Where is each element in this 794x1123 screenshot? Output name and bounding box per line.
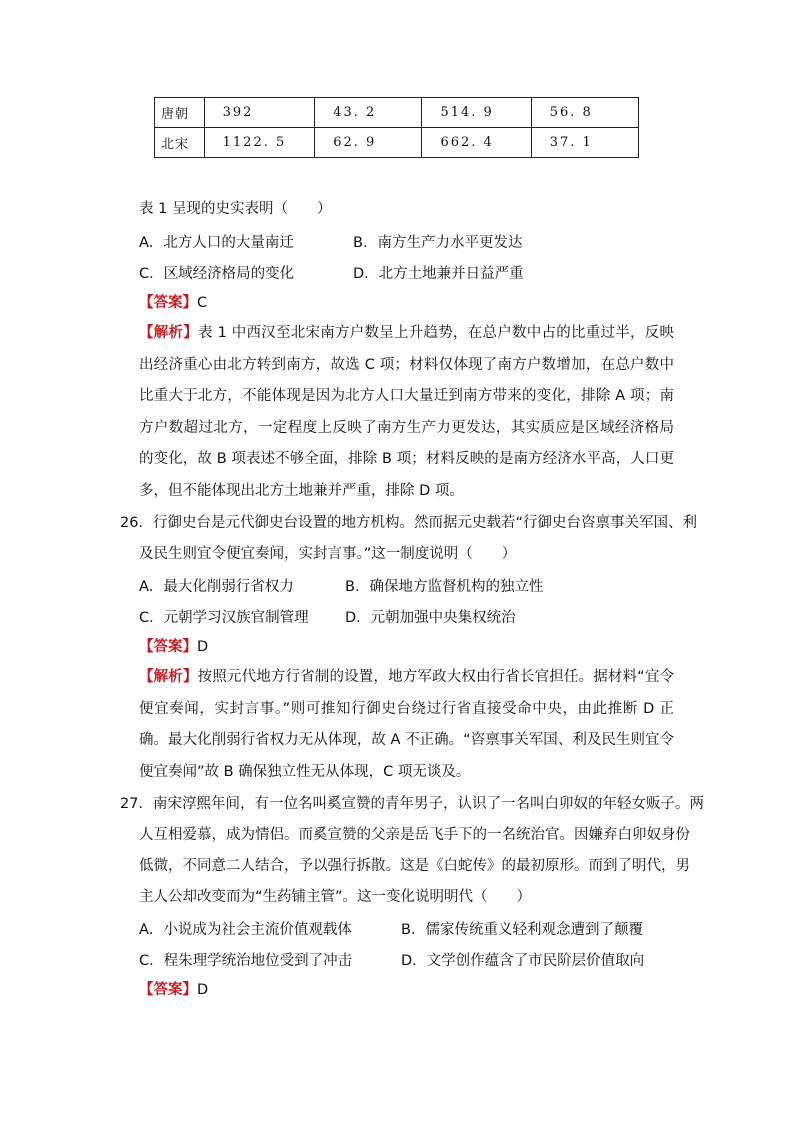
q27-stem-line4: 主人公却改变而为“生药铺主管”。这一变化说明明代（ ） bbox=[139, 889, 532, 905]
answer-value: D bbox=[197, 982, 209, 998]
q26-answer bbox=[139, 637, 208, 657]
household-table bbox=[154, 97, 639, 158]
table-cell-dynasty: 北宋 bbox=[155, 128, 205, 158]
q25-option-d: D．北方土地兼并日益严重 bbox=[353, 266, 524, 282]
q27-stem-line2: 人互相爱慕，成为情侣。而奚宣赞的父亲是岳飞手下的一名统治官。因嫌弃白卯奴身份 bbox=[139, 827, 690, 843]
q27-answer bbox=[139, 980, 208, 1000]
table-cell: 37. 1 bbox=[531, 128, 638, 158]
answer-value: D bbox=[197, 639, 209, 655]
table-row bbox=[155, 128, 639, 158]
table-cell: 56. 8 bbox=[531, 98, 638, 128]
q27-option-b: B．儒家传统重义轻利观念遭到了颠覆 bbox=[401, 922, 643, 938]
answer-tag: 【答案】 bbox=[139, 982, 197, 998]
answer-value: C bbox=[197, 295, 208, 311]
q26-option-b: B．确保地方监督机构的独立性 bbox=[345, 579, 544, 595]
q27-stem-line1: 27．南宋淳熙年间，有一位名叫奚宣赞的青年男子，认识了一名叫白卯奴的年轻女贩子。两 bbox=[120, 796, 704, 812]
analysis-tag: 【解析】 bbox=[139, 669, 198, 685]
answer-tag: 【答案】 bbox=[139, 295, 197, 311]
table-cell: 62. 9 bbox=[315, 128, 422, 158]
answer-tag: 【答案】 bbox=[139, 639, 197, 655]
q25-option-b: B．南方生产力水平更发达 bbox=[353, 235, 523, 251]
q27-option-c: C．程朱理学统治地位受到了冲击 bbox=[139, 953, 353, 969]
table-cell: 392 bbox=[204, 98, 315, 128]
q26-stem-line2: 及民生则宜令便宜奏闻，实封言事。”这一制度说明（ ） bbox=[139, 546, 517, 562]
q27-option-d: D．文学创作蕴含了市民阶层价值取向 bbox=[401, 953, 645, 969]
q27-stem-line3: 低微，不同意二人结合，予以强行拆散。这是《白蛇传》的最初原形。而到了明代，男 bbox=[139, 858, 690, 874]
q26-analysis bbox=[139, 662, 674, 788]
q27-option-a: A．小说成为社会主流价值观载体 bbox=[139, 922, 352, 938]
q26-stem-line1: 26．行御史台是元代御史台设置的地方机构。然而据元史载若“行御史台咨禀事关军国、利 bbox=[120, 515, 697, 531]
q26-option-c: C．元朝学习汉族官制管理 bbox=[139, 610, 309, 626]
table-cell: 1122. 5 bbox=[204, 128, 315, 158]
table-row bbox=[155, 98, 639, 128]
analysis-text: 按照元代地方行省制的设置，地方军政大权由行省长官担任。据材料“宜令便宜奏闻，实封言事。”则可推知行御史台绕过行省直接受命中央，由此推断 D 正确。最大化削弱行省权力无从体现，故 A 不正确。“咨禀事关军国、利及民生则宜令便宜奏闻”故 B 确保独立性无从体现，C 项无谈及。 bbox=[139, 669, 674, 780]
table-cell-dynasty: 唐朝 bbox=[155, 98, 205, 128]
table-cell: 43. 2 bbox=[315, 98, 422, 128]
table-cell: 662. 4 bbox=[422, 128, 531, 158]
table-cell: 514. 9 bbox=[422, 98, 531, 128]
analysis-text: 表 1 中西汉至北宋南方户数呈上升趋势，在总户数中占的比重过半，反映出经济重心由北方转到南方，故选 C 项；材料仅体现了南方户数增加，在总户数中比重大于北方，不能体现是因为北方人口大量迁到南方带来的变化，排除 A 项；南方户数超过北方，一定程度上反映了南方生产力更发达，其实质应是区域经济格局的变化，故 B 项表述不够全面，排除 B 项；材料反映的是南方经济水平高，人口更多，但不能体现出北方土地兼并严重，排除 D 项。 bbox=[139, 325, 674, 499]
q25-stem: 表 1 呈现的史实表明（ ） bbox=[139, 201, 332, 217]
q26-option-d: D．元朝加强中央集权统治 bbox=[345, 610, 516, 626]
q25-option-a: A．北方人口的大量南迁 bbox=[139, 235, 294, 251]
analysis-tag: 【解析】 bbox=[139, 325, 199, 341]
q26-option-a: A．最大化削弱行省权力 bbox=[139, 579, 294, 595]
q25-option-c: C．区域经济格局的变化 bbox=[139, 266, 295, 282]
q25-analysis bbox=[139, 318, 674, 507]
q25-answer bbox=[139, 293, 207, 313]
